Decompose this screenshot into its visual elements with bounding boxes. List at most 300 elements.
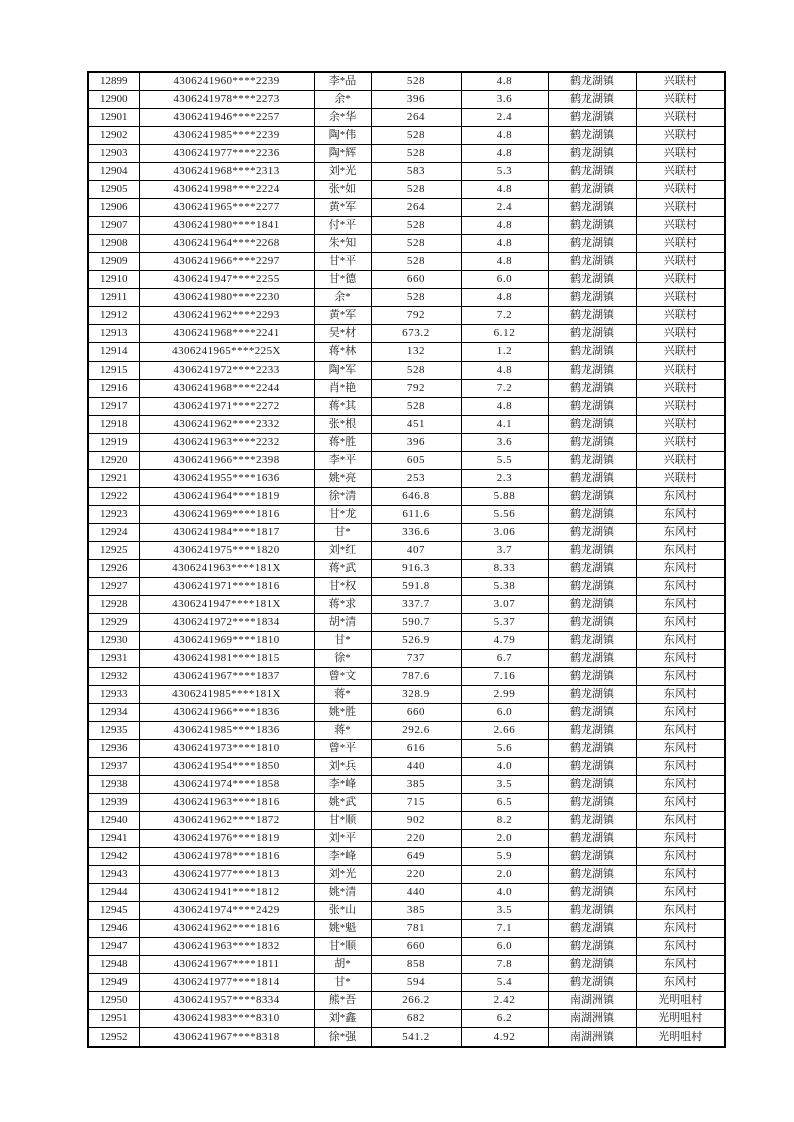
table-cell: 12938: [88, 775, 139, 793]
table-row: [88, 811, 725, 829]
table-row: [88, 91, 725, 109]
table-cell: 6.0: [461, 703, 548, 721]
table-cell: 649: [371, 847, 461, 865]
table-cell: 东风村: [636, 667, 725, 685]
table-cell: 12931: [88, 649, 139, 667]
table-cell: 2.0: [461, 865, 548, 883]
table-cell: 鹤龙湖镇: [548, 757, 636, 775]
table-cell: 385: [371, 775, 461, 793]
table-cell: 4306241998****2224: [139, 181, 314, 199]
table-cell: 鹤龙湖镇: [548, 667, 636, 685]
table-row: [88, 451, 725, 469]
table-cell: 4.8: [461, 289, 548, 307]
table-cell: 4306241967****1811: [139, 956, 314, 974]
table-cell: 兴联村: [636, 379, 725, 397]
table-cell: 6.7: [461, 649, 548, 667]
table-row: [88, 127, 725, 145]
table-row: [88, 919, 725, 937]
table-cell: 徐*: [314, 649, 371, 667]
table-cell: 12915: [88, 361, 139, 379]
table-cell: 甘*权: [314, 577, 371, 595]
table-cell: 4.8: [461, 217, 548, 235]
table-cell: 12927: [88, 577, 139, 595]
table-cell: 刘*光: [314, 163, 371, 181]
table-cell: 鹤龙湖镇: [548, 127, 636, 145]
table-cell: 266.2: [371, 992, 461, 1010]
table-cell: 东风村: [636, 721, 725, 739]
table-cell: 12928: [88, 595, 139, 613]
table-cell: 264: [371, 109, 461, 127]
table-cell: 兴联村: [636, 109, 725, 127]
table-cell: 甘*德: [314, 271, 371, 289]
table-cell: 660: [371, 271, 461, 289]
table-cell: 4.79: [461, 631, 548, 649]
table-cell: 396: [371, 433, 461, 451]
table-cell: 12902: [88, 127, 139, 145]
table-cell: 姚*胜: [314, 703, 371, 721]
table-cell: 4.1: [461, 415, 548, 433]
table-cell: 682: [371, 1010, 461, 1028]
table-cell: 4306241983****8310: [139, 1010, 314, 1028]
table-cell: 4.8: [461, 127, 548, 145]
table-row: [88, 487, 725, 505]
table-row: [88, 829, 725, 847]
table-row: [88, 415, 725, 433]
table-row: [88, 343, 725, 361]
table-cell: 3.6: [461, 433, 548, 451]
table-cell: 鹤龙湖镇: [548, 487, 636, 505]
table-cell: 鹤龙湖镇: [548, 253, 636, 271]
table-cell: 鹤龙湖镇: [548, 72, 636, 91]
table-cell: 12924: [88, 523, 139, 541]
table-cell: 4306241964****2268: [139, 235, 314, 253]
table-cell: 4.0: [461, 883, 548, 901]
table-cell: 鹤龙湖镇: [548, 595, 636, 613]
table-cell: 12942: [88, 847, 139, 865]
table-cell: 4306241978****1816: [139, 847, 314, 865]
table-cell: 4.0: [461, 757, 548, 775]
table-cell: 蒋*其: [314, 397, 371, 415]
table-cell: 8.2: [461, 811, 548, 829]
table-cell: 东风村: [636, 703, 725, 721]
table-cell: 东风村: [636, 901, 725, 919]
table-cell: 鹤龙湖镇: [548, 649, 636, 667]
table-cell: 鹤龙湖镇: [548, 847, 636, 865]
table-row: [88, 703, 725, 721]
table-cell: 鹤龙湖镇: [548, 559, 636, 577]
table-cell: 4306241969****1816: [139, 505, 314, 523]
table-cell: 兴联村: [636, 181, 725, 199]
table-row: [88, 145, 725, 163]
table-cell: 4306241977****1814: [139, 974, 314, 992]
table-cell: 鹤龙湖镇: [548, 271, 636, 289]
table-cell: 兴联村: [636, 397, 725, 415]
table-cell: 1.2: [461, 343, 548, 361]
table-cell: 5.3: [461, 163, 548, 181]
table-row: [88, 595, 725, 613]
table-cell: 东风村: [636, 631, 725, 649]
table-cell: 兴联村: [636, 91, 725, 109]
table-cell: 616: [371, 739, 461, 757]
table-cell: 12917: [88, 397, 139, 415]
table-cell: 12949: [88, 974, 139, 992]
table-cell: 12943: [88, 865, 139, 883]
table-cell: 东风村: [636, 559, 725, 577]
table-cell: 528: [371, 397, 461, 415]
table-cell: 12906: [88, 199, 139, 217]
table-cell: 鹤龙湖镇: [548, 883, 636, 901]
table-cell: 337.7: [371, 595, 461, 613]
table-cell: 甘*顺: [314, 811, 371, 829]
table-cell: 肖*艳: [314, 379, 371, 397]
table-cell: 2.42: [461, 992, 548, 1010]
table-row: [88, 757, 725, 775]
table-cell: 4306241966****2398: [139, 451, 314, 469]
table-cell: 东风村: [636, 811, 725, 829]
table-cell: 526.9: [371, 631, 461, 649]
table-cell: 刘*平: [314, 829, 371, 847]
table-cell: 12952: [88, 1028, 139, 1047]
table-row: [88, 847, 725, 865]
table-row: [88, 974, 725, 992]
table-cell: 兴联村: [636, 307, 725, 325]
table-cell: 鹤龙湖镇: [548, 938, 636, 956]
table-cell: 12914: [88, 343, 139, 361]
table-cell: 292.6: [371, 721, 461, 739]
table-cell: 鹤龙湖镇: [548, 685, 636, 703]
table-cell: 528: [371, 127, 461, 145]
table-cell: 6.12: [461, 325, 548, 343]
table-cell: 东风村: [636, 757, 725, 775]
table-cell: 12951: [88, 1010, 139, 1028]
table-cell: 12923: [88, 505, 139, 523]
table-cell: 曾*平: [314, 739, 371, 757]
table-cell: 4306241977****1813: [139, 865, 314, 883]
table-row: [88, 253, 725, 271]
table-cell: 264: [371, 199, 461, 217]
table-cell: 蒋*武: [314, 559, 371, 577]
table-cell: 4306241966****1836: [139, 703, 314, 721]
table-cell: 姚*清: [314, 883, 371, 901]
table-cell: 792: [371, 307, 461, 325]
table-cell: 鹤龙湖镇: [548, 181, 636, 199]
table-cell: 646.8: [371, 487, 461, 505]
table-cell: 鹤龙湖镇: [548, 145, 636, 163]
table-cell: 鹤龙湖镇: [548, 739, 636, 757]
table-cell: 东风村: [636, 974, 725, 992]
table-cell: 12950: [88, 992, 139, 1010]
table-cell: 6.0: [461, 938, 548, 956]
table-cell: 鹤龙湖镇: [548, 307, 636, 325]
table-row: [88, 883, 725, 901]
table-cell: 东风村: [636, 613, 725, 631]
table-row: [88, 163, 725, 181]
table-cell: 鹤龙湖镇: [548, 415, 636, 433]
table-cell: 2.4: [461, 109, 548, 127]
table-cell: 12907: [88, 217, 139, 235]
table-cell: 兴联村: [636, 289, 725, 307]
table-row: [88, 433, 725, 451]
table-cell: 鹤龙湖镇: [548, 811, 636, 829]
table-cell: 583: [371, 163, 461, 181]
table-cell: 737: [371, 649, 461, 667]
table-cell: 东风村: [636, 775, 725, 793]
table-cell: 12945: [88, 901, 139, 919]
table-cell: 591.8: [371, 577, 461, 595]
table-cell: 鹤龙湖镇: [548, 901, 636, 919]
table-cell: 余*华: [314, 109, 371, 127]
table-row: [88, 613, 725, 631]
table-cell: 4306241962****2332: [139, 415, 314, 433]
table-cell: 张*根: [314, 415, 371, 433]
table-cell: 396: [371, 91, 461, 109]
data-table: [87, 71, 726, 1048]
table-cell: 451: [371, 415, 461, 433]
table-row: [88, 721, 725, 739]
table-row: [88, 307, 725, 325]
table-cell: 4.8: [461, 361, 548, 379]
table-cell: 12929: [88, 613, 139, 631]
table-cell: 姚*亮: [314, 469, 371, 487]
table-cell: 12916: [88, 379, 139, 397]
table-cell: 东风村: [636, 505, 725, 523]
table-cell: 鹤龙湖镇: [548, 721, 636, 739]
table-cell: 4306241984****1817: [139, 523, 314, 541]
table-cell: 12905: [88, 181, 139, 199]
table-cell: 220: [371, 865, 461, 883]
table-cell: 鹤龙湖镇: [548, 469, 636, 487]
table-row: [88, 361, 725, 379]
table-cell: 3.5: [461, 775, 548, 793]
table-cell: 4306241974****1858: [139, 775, 314, 793]
table-cell: 902: [371, 811, 461, 829]
table-row: [88, 325, 725, 343]
table-cell: 12934: [88, 703, 139, 721]
table-cell: 兴联村: [636, 127, 725, 145]
table-cell: 12948: [88, 956, 139, 974]
table-cell: 5.5: [461, 451, 548, 469]
table-cell: 鹤龙湖镇: [548, 91, 636, 109]
table-row: [88, 901, 725, 919]
table-cell: 东风村: [636, 685, 725, 703]
table-cell: 594: [371, 974, 461, 992]
table-cell: 鹤龙湖镇: [548, 451, 636, 469]
table-cell: 南湖洲镇: [548, 1010, 636, 1028]
table-cell: 5.37: [461, 613, 548, 631]
table-cell: 李*峰: [314, 775, 371, 793]
table-cell: 5.56: [461, 505, 548, 523]
table-cell: 南湖洲镇: [548, 992, 636, 1010]
table-cell: 132: [371, 343, 461, 361]
table-cell: 胡*清: [314, 613, 371, 631]
table-cell: 4306241963****2232: [139, 433, 314, 451]
table-cell: 4306241971****1816: [139, 577, 314, 595]
table-cell: 蒋*: [314, 685, 371, 703]
table-cell: 鹤龙湖镇: [548, 703, 636, 721]
table-cell: 李*品: [314, 72, 371, 91]
table-cell: 兴联村: [636, 325, 725, 343]
table-row: [88, 956, 725, 974]
table-cell: 605: [371, 451, 461, 469]
table-cell: 7.2: [461, 379, 548, 397]
table-cell: 4306241977****2236: [139, 145, 314, 163]
table-cell: 5.88: [461, 487, 548, 505]
table-cell: 熊*吾: [314, 992, 371, 1010]
table-cell: 南湖洲镇: [548, 1028, 636, 1047]
table-cell: 7.16: [461, 667, 548, 685]
table-cell: 鹤龙湖镇: [548, 613, 636, 631]
table-cell: 光明咀村: [636, 992, 725, 1010]
table-cell: 东风村: [636, 739, 725, 757]
table-row: [88, 865, 725, 883]
table-cell: 253: [371, 469, 461, 487]
table-cell: 4306241964****1819: [139, 487, 314, 505]
table-cell: 鹤龙湖镇: [548, 793, 636, 811]
table-cell: 4306241969****1810: [139, 631, 314, 649]
table-row: [88, 938, 725, 956]
table-cell: 858: [371, 956, 461, 974]
table-cell: 12939: [88, 793, 139, 811]
table-cell: 12925: [88, 541, 139, 559]
table-cell: 4306241947****181X: [139, 595, 314, 613]
table-cell: 东风村: [636, 919, 725, 937]
table-cell: 鹤龙湖镇: [548, 505, 636, 523]
table-cell: 3.07: [461, 595, 548, 613]
table-row: [88, 181, 725, 199]
table-cell: 余*: [314, 91, 371, 109]
table-cell: 4306241955****1636: [139, 469, 314, 487]
table-cell: 徐*强: [314, 1028, 371, 1047]
table-cell: 鹤龙湖镇: [548, 523, 636, 541]
table-cell: 12932: [88, 667, 139, 685]
table-cell: 440: [371, 757, 461, 775]
table-cell: 鹤龙湖镇: [548, 974, 636, 992]
table-cell: 兴联村: [636, 217, 725, 235]
table-cell: 12944: [88, 883, 139, 901]
table-cell: 4.8: [461, 181, 548, 199]
table-cell: 6.2: [461, 1010, 548, 1028]
table-cell: 528: [371, 145, 461, 163]
table-cell: 东风村: [636, 829, 725, 847]
table-cell: 鹤龙湖镇: [548, 343, 636, 361]
table-cell: 4306241967****1837: [139, 667, 314, 685]
table-row: [88, 739, 725, 757]
table-cell: 兴联村: [636, 253, 725, 271]
table-row: [88, 1010, 725, 1028]
table-cell: 鹤龙湖镇: [548, 541, 636, 559]
table-cell: 余*: [314, 289, 371, 307]
table-cell: 12909: [88, 253, 139, 271]
table-cell: 12940: [88, 811, 139, 829]
table-cell: 鹤龙湖镇: [548, 217, 636, 235]
table-cell: 715: [371, 793, 461, 811]
table-cell: 4.8: [461, 145, 548, 163]
table-cell: 12919: [88, 433, 139, 451]
table-cell: 蒋*求: [314, 595, 371, 613]
table-cell: 4.92: [461, 1028, 548, 1047]
table-cell: 220: [371, 829, 461, 847]
table-cell: 张*山: [314, 901, 371, 919]
table-cell: 611.6: [371, 505, 461, 523]
table-cell: 蒋*: [314, 721, 371, 739]
table-cell: 鹤龙湖镇: [548, 361, 636, 379]
table-row: [88, 992, 725, 1010]
table-cell: 5.6: [461, 739, 548, 757]
table-cell: 鹤龙湖镇: [548, 199, 636, 217]
table-cell: 673.2: [371, 325, 461, 343]
table-cell: 东风村: [636, 883, 725, 901]
table-cell: 鹤龙湖镇: [548, 289, 636, 307]
table-cell: 兴联村: [636, 415, 725, 433]
table-cell: 12922: [88, 487, 139, 505]
table-cell: 2.66: [461, 721, 548, 739]
table-cell: 鹤龙湖镇: [548, 865, 636, 883]
table-cell: 付*平: [314, 217, 371, 235]
table-cell: 4306241985****2239: [139, 127, 314, 145]
table-cell: 4306241954****1850: [139, 757, 314, 775]
table-cell: 徐*清: [314, 487, 371, 505]
table-cell: 4.8: [461, 253, 548, 271]
table-cell: 792: [371, 379, 461, 397]
table-cell: 4306241980****1841: [139, 217, 314, 235]
table-row: [88, 667, 725, 685]
table-cell: 336.6: [371, 523, 461, 541]
table-cell: 12947: [88, 938, 139, 956]
table-row: [88, 559, 725, 577]
table-cell: 12926: [88, 559, 139, 577]
table-cell: 东风村: [636, 938, 725, 956]
table-cell: 12941: [88, 829, 139, 847]
table-cell: 12936: [88, 739, 139, 757]
table-row: [88, 649, 725, 667]
table-cell: 吴*材: [314, 325, 371, 343]
table-row: [88, 217, 725, 235]
table-cell: 4306241947****2255: [139, 271, 314, 289]
table-row: [88, 72, 725, 91]
table-cell: 12908: [88, 235, 139, 253]
table-cell: 4306241957****8334: [139, 992, 314, 1010]
table-cell: 4306241963****181X: [139, 559, 314, 577]
table-cell: 4306241976****1819: [139, 829, 314, 847]
table-cell: 3.06: [461, 523, 548, 541]
table-cell: 4306241962****2293: [139, 307, 314, 325]
table-cell: 鹤龙湖镇: [548, 325, 636, 343]
table-cell: 12913: [88, 325, 139, 343]
table-cell: 7.2: [461, 307, 548, 325]
table-cell: 张*如: [314, 181, 371, 199]
table-row: [88, 289, 725, 307]
table-cell: 2.0: [461, 829, 548, 847]
table-cell: 4306241962****1816: [139, 919, 314, 937]
table-cell: 5.9: [461, 847, 548, 865]
table-cell: 曾*文: [314, 667, 371, 685]
table-cell: 12921: [88, 469, 139, 487]
table-cell: 4306241965****225X: [139, 343, 314, 361]
table-cell: 385: [371, 901, 461, 919]
table-cell: 7.1: [461, 919, 548, 937]
table-cell: 12937: [88, 757, 139, 775]
table-cell: 5.38: [461, 577, 548, 595]
table-cell: 528: [371, 253, 461, 271]
table-cell: 4306241975****1820: [139, 541, 314, 559]
table-cell: 光明咀村: [636, 1028, 725, 1047]
table-cell: 东风村: [636, 595, 725, 613]
table-cell: 12935: [88, 721, 139, 739]
table-cell: 4306241968****2313: [139, 163, 314, 181]
table-cell: 东风村: [636, 649, 725, 667]
table-cell: 4306241981****1815: [139, 649, 314, 667]
table-cell: 甘*龙: [314, 505, 371, 523]
